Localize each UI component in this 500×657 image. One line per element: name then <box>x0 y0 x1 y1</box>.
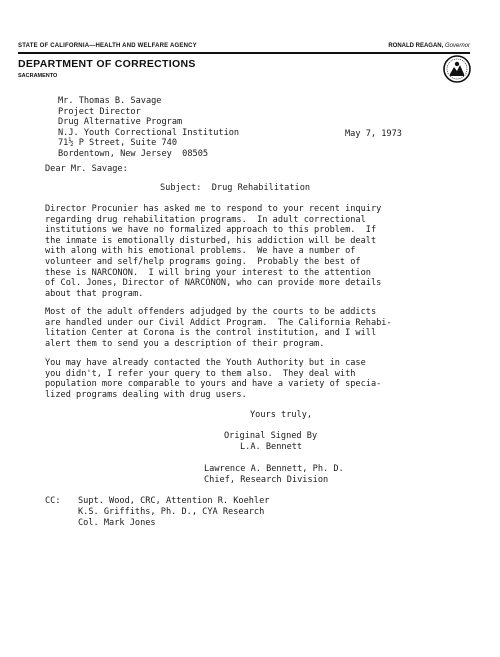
signatory-name: Lawrence A. Bennett, Ph. D. <box>204 464 344 474</box>
governor-title: Governor <box>444 43 470 49</box>
body-paragraph-1: Director Procunier has asked me to respond to your recent inquiry regarding drug rehabilitation programs. In adult correctional institutions we have no formalized approach to this problem. If the inmate is emotionally disturbed, his addiction will be dealt with along with his emotional problems. We have a number of volunteer and self/help programs going. Probably the best of these is NARCONON. I will bring your interest to the attention of Col. Jones, Director of NARCONON, who can provide more details about that program. <box>45 204 382 299</box>
subject-line: Subject: Drug Rehabilitation <box>160 183 311 193</box>
agency-header: STATE OF CALIFORNIA—HEALTH AND WELFARE AGENCY <box>18 43 197 49</box>
governor-name: RONALD REAGAN, <box>388 43 444 49</box>
recipient-address: Mr. Thomas B. Savage Project Director Drug Alternative Program N.J. Youth Correctional Institution 71½ P Street, Suite 740 Bordentown, New Jersey 08505 <box>58 96 240 159</box>
department-name: DEPARTMENT OF CORRECTIONS <box>18 58 196 70</box>
original-signed-name: L.A. Bennett <box>240 442 303 452</box>
body-paragraph-3: You may have already contacted the Youth Authority but in case you didn't, I refer your query to them also. They deal with population more comparable to yours and have a variety of specia- lized programs dealing with drug users. <box>45 358 382 400</box>
salutation: Dear Mr. Savage: <box>45 164 128 174</box>
letter-date: May 7, 1973 <box>345 129 402 139</box>
cc-recipient: K.S. Griffiths, Ph. D., CYA Research <box>78 507 265 517</box>
signatory-title: Chief, Research Division <box>204 475 329 485</box>
cc-recipient: Col. Mark Jones <box>78 518 156 528</box>
state-seal-icon <box>443 55 471 83</box>
closing: Yours truly, <box>250 410 313 420</box>
cc-recipient: Supt. Wood, CRC, Attention R. Koehler <box>78 496 270 506</box>
header-rule <box>18 52 470 54</box>
department-city: SACRAMENTO <box>18 73 58 79</box>
body-paragraph-2: Most of the adult offenders adjudged by the courts to be addicts are handled under our Civil Addict Program. The California Rehabi- litation Center at Corona is the control institution, and I will alert them to send you a description of their program. <box>45 307 392 349</box>
original-signed-label: Original Signed By <box>224 431 318 441</box>
governor-header <box>388 43 470 49</box>
cc-label: CC: <box>45 496 61 506</box>
